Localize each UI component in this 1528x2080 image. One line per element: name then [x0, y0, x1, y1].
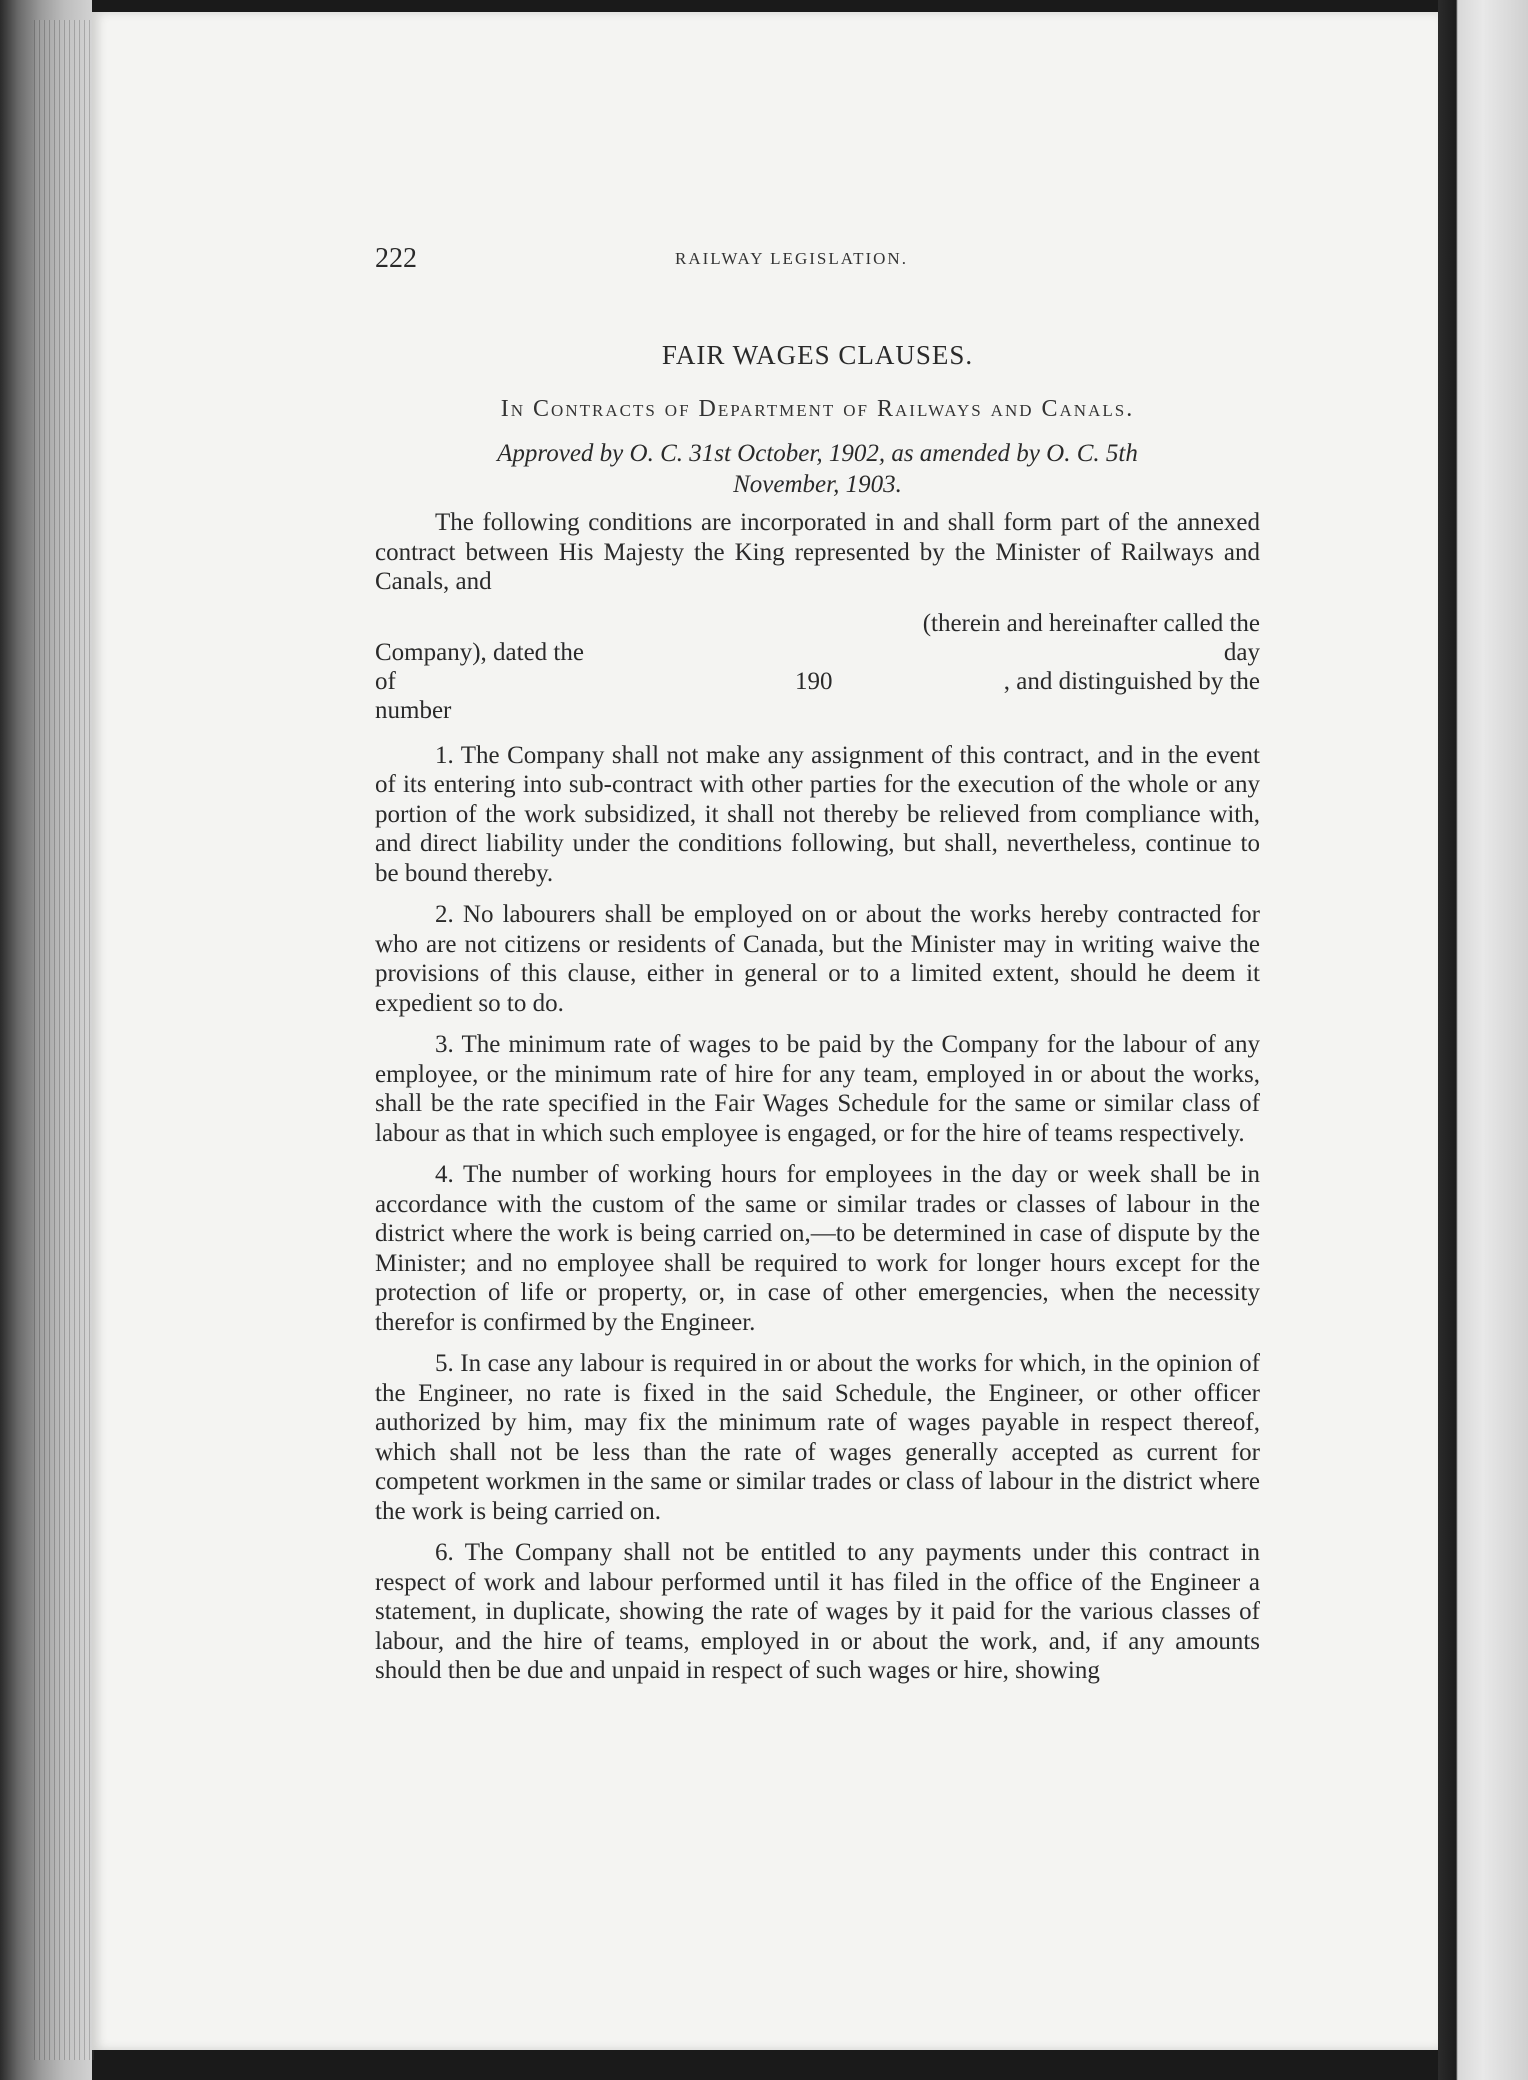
number-text: number — [375, 696, 452, 724]
of-text: of — [375, 667, 396, 695]
approval-line-1: Approved by O. C. 31st October, 1902, as amended by O. C. 5th — [497, 440, 1138, 467]
facing-page-edge — [1438, 0, 1528, 2080]
company-dated-text: Company), dated the — [375, 638, 584, 666]
section-subtitle: In Contracts of Department of Railways and Canals. — [500, 396, 1135, 422]
page-number: 222 — [375, 243, 417, 274]
year-text: 190 — [795, 667, 833, 695]
clause-6: 6. The Company shall not be entitled to any payments under this contract in respect of work and labour performed until it has filed in the office of the Engineer a statement, in duplicate, showing the rate of wages by it paid for the various classes of labour, and the hire of teams, employed in or about the work, and, if any amounts should then be due and unpaid in respect of such wages or hire, showing — [375, 1539, 1260, 1684]
running-title: RAILWAY LEGISLATION. — [675, 249, 908, 268]
book-spine-edge — [0, 0, 92, 2080]
intro-paragraph: The following conditions are incorporated in and shall form part of the annexed contract between His Majesty the King represented by the Minister of Railways and Canals, and — [375, 509, 1260, 595]
clause-4: 4. The number of working hours for employees in the day or week shall be in accordance with the custom of the same or similar trades or classes of labour in the district where the work is being carried on,—to be determined in case of dispute by the Minister; and no employee shall be required to work for longer hours except for the protection of life or property, or, in case of other emergencies, when the necessity therefor is confirmed by the Engineer. — [375, 1161, 1260, 1336]
contract-blanks — [375, 609, 1260, 727]
approval-note — [375, 438, 1260, 500]
section-title: FAIR WAGES CLAUSES. — [661, 340, 974, 370]
document-body — [375, 508, 1260, 1698]
clause-5: 5. In case any labour is required in or about the works for which, in the opinion of the Engineer, no rate is fixed in the said Schedule, the Engineer, or other officer authorized by him, may fix the minimum rate of wages payable in respect thereof, which shall not be less than the rate of wages generally accepted as current for competent workmen in the same or similar trades or class of labour in the district where the work is being carried on. — [375, 1350, 1260, 1525]
approval-line-2: November, 1903. — [733, 471, 902, 498]
clause-2: 2. No labourers shall be employed on or about the works hereby contracted for who are not citizens or residents of Canada, but the Minister may in writing waive the provisions of this clause, either in general or to a limited extent, should he deem it expedient so to do. — [375, 901, 1260, 1017]
running-head — [375, 243, 1260, 277]
clause-1: 1. The Company shall not make any assignment of this contract, and in the event of its entering into sub-contract with other parties for the execution of the whole or any portion of the work subsidized, it shall not thereby be relieved from compliance with, and direct liability under the conditions following, but shall, nevertheless, continue to be bound thereby. — [375, 741, 1260, 887]
clause-3: 3. The minimum rate of wages to be paid by the Company for the labour of any employee, or the minimum rate of hire for any team, employed in or about the works, shall be the rate specified in the Fair Wages Schedule for the same or similar class of labour as that in which such employee is engaged, or for the hire of teams respectively. — [375, 1031, 1260, 1147]
therein-text: (therein and hereinafter called the — [922, 609, 1260, 637]
day-text: day — [1223, 638, 1260, 666]
page-edges — [34, 20, 94, 2060]
distinguished-text: , and distinguished by the — [1003, 667, 1260, 695]
